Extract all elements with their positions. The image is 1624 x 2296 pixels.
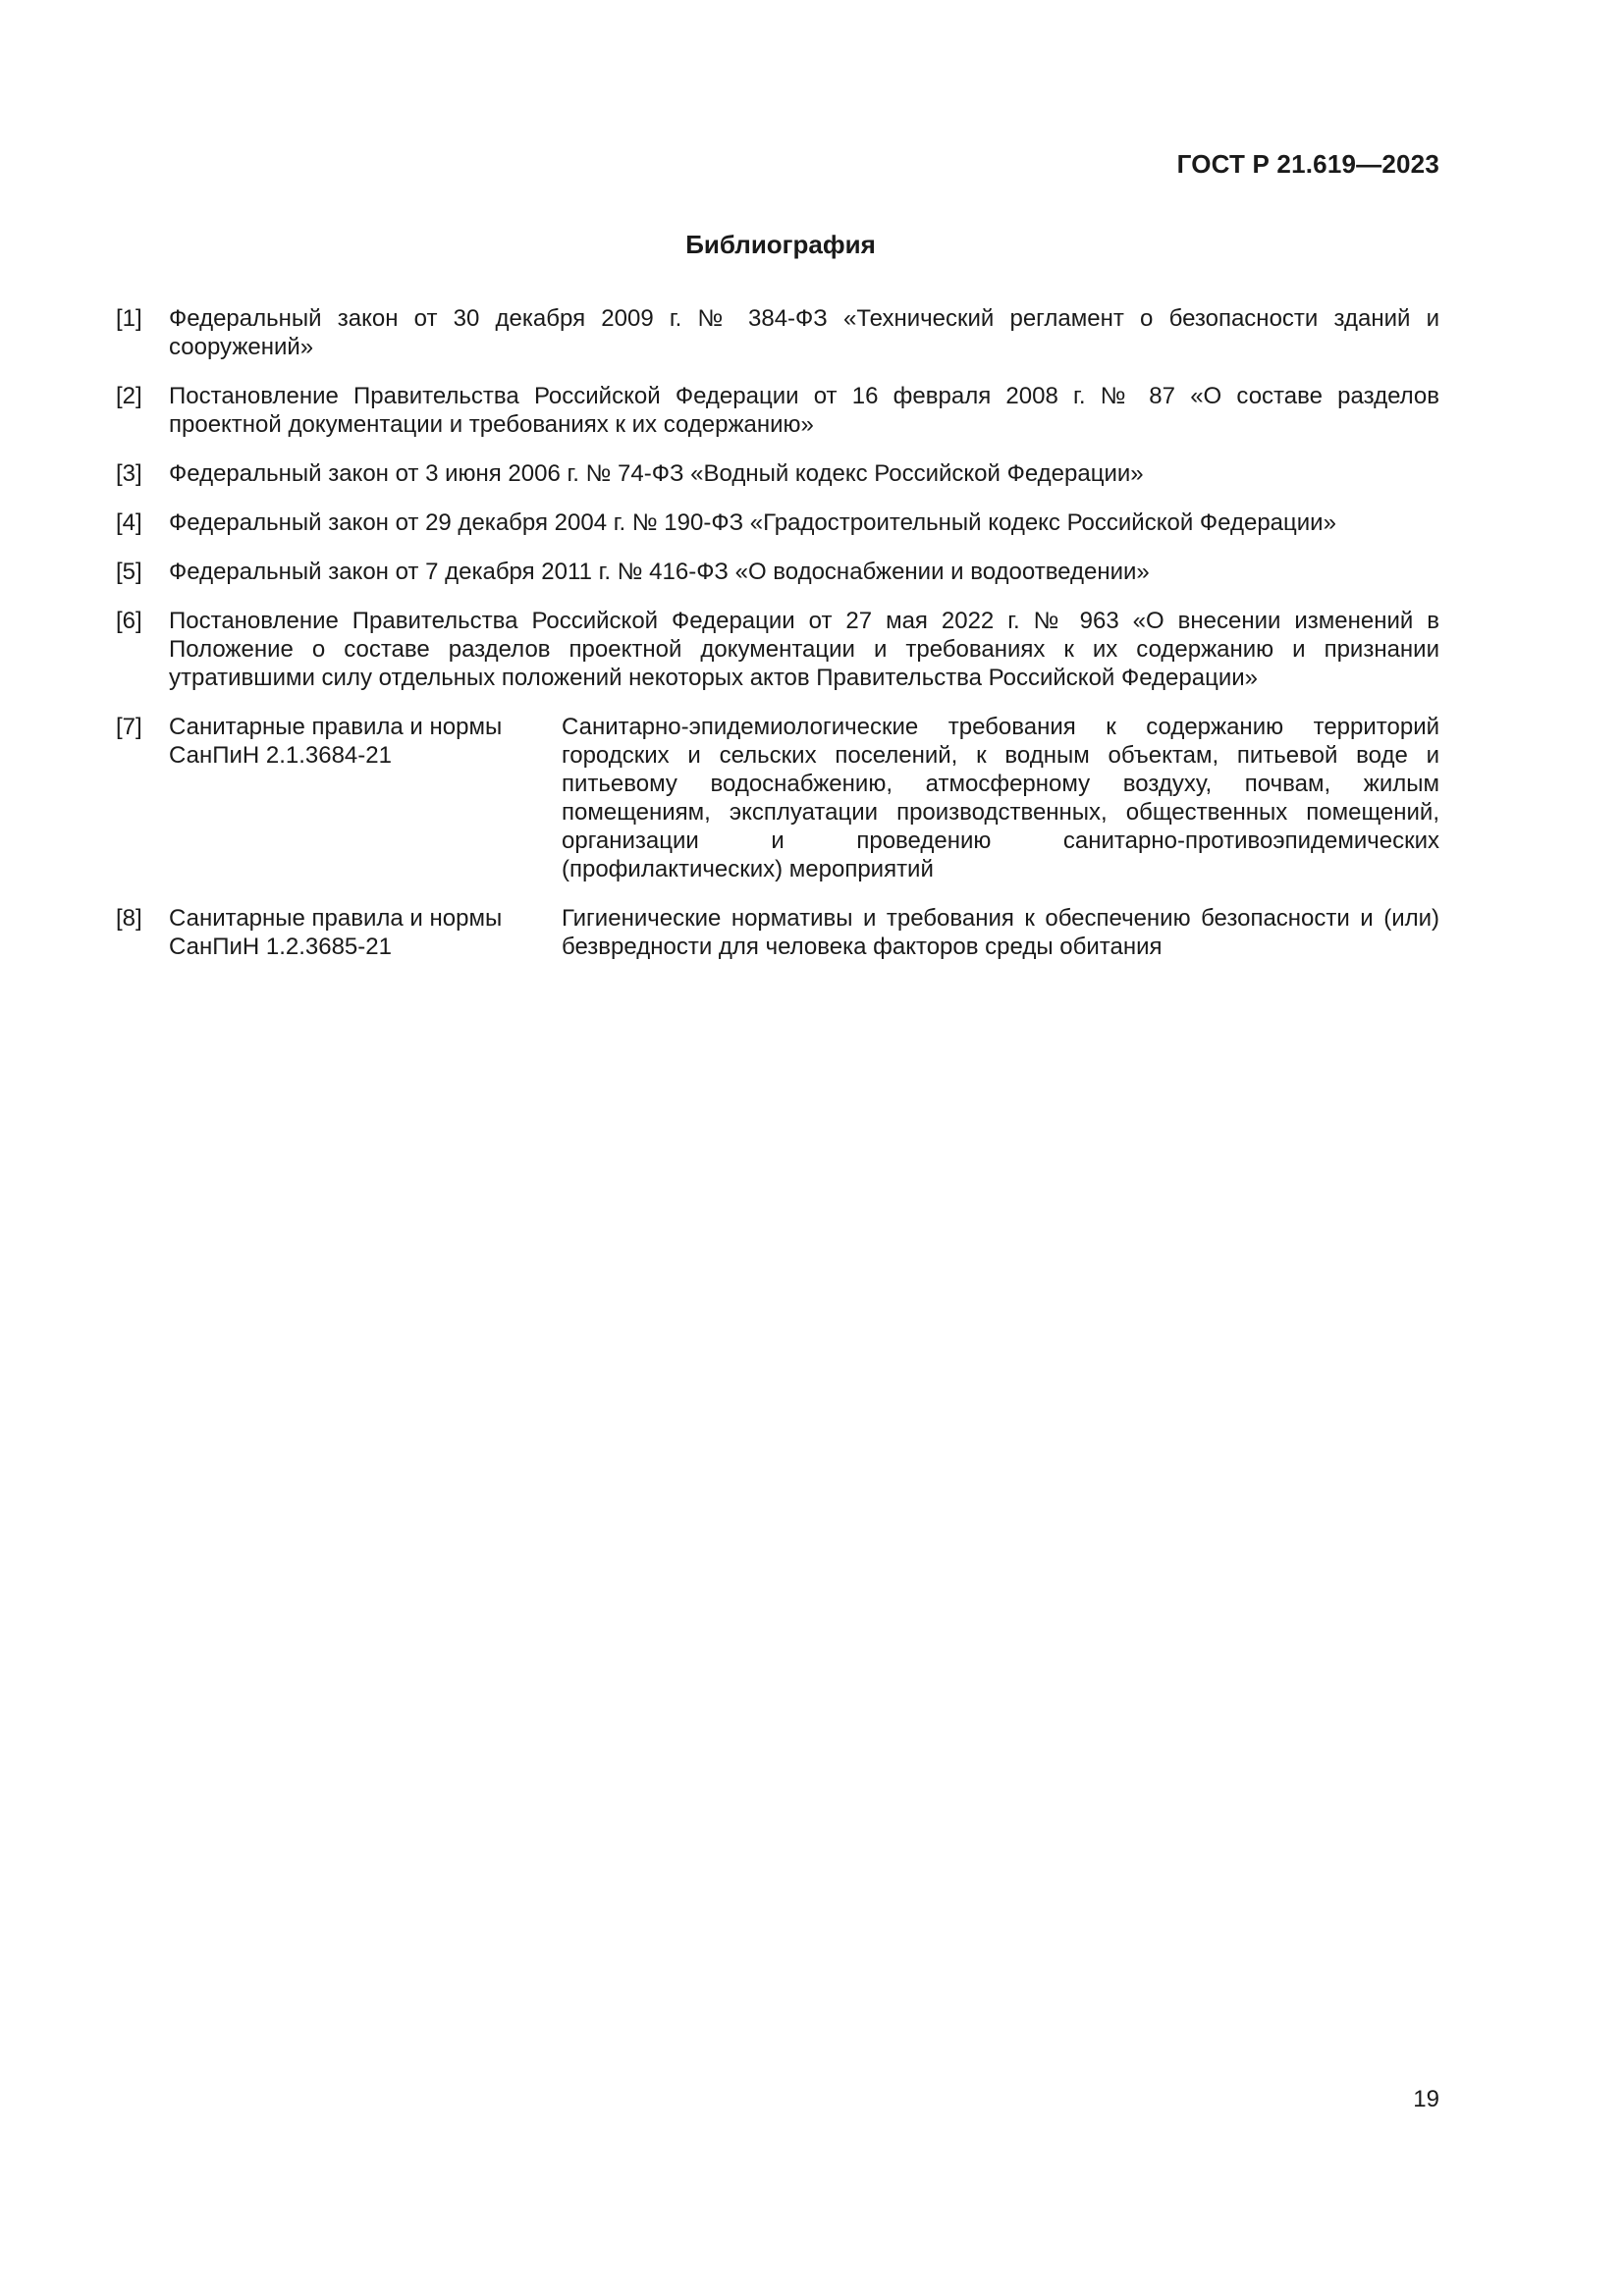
page-number: 19	[1413, 2086, 1439, 2112]
bibliography-entry-2	[116, 382, 1439, 439]
entry-short-designation	[169, 904, 562, 961]
bibliography-entry-5	[116, 558, 1439, 586]
entry-number: [7]	[116, 714, 142, 740]
entry-text: Федеральный закон от 3 июня 2006 г. № 74-ФЗ «Водный кодекс Российской Федерации»	[169, 460, 1144, 487]
entry-number: [8]	[116, 905, 142, 932]
entry-text: Федеральный закон от 29 декабря 2004 г. № 190-ФЗ «Градостроительный кодекс Российской Федерации»	[169, 509, 1336, 536]
entry-doc-type: Санитарные правила и нормы	[169, 714, 503, 740]
entry-doc-type: Санитарные правила и нормы	[169, 905, 503, 932]
entry-number: [6]	[116, 608, 142, 634]
bibliography-entry-1	[116, 304, 1439, 361]
entry-title: Санитарно-эпидемиологические требования к содержанию территорий городских и сельских поселений, к водным объектам, питьевой воде и питьевому водоснабжению, атмосферному воздуху, почвам, жилым помещениям, эксплуатации производственных, общественных помещений, организации и проведению санитарно-противоэпидемических (профилактических) мероприятий	[562, 714, 1439, 882]
entry-title: Гигиенические нормативы и требования к обеспечению безопасности и (или) безвредности для человека факторов среды обитания	[562, 905, 1439, 960]
entry-text: Федеральный закон от 7 декабря 2011 г. № 416-ФЗ «О водоснабжении и водоотведении»	[169, 559, 1150, 585]
entry-number: [4]	[116, 509, 142, 536]
entry-text: Федеральный закон от 30 декабря 2009 г. № 384-ФЗ «Технический регламент о безопасности зданий и сооружений»	[169, 305, 1439, 360]
entry-number: [5]	[116, 559, 142, 585]
document-code: ГОСТ Р 21.619—2023	[1176, 149, 1439, 179]
bibliography-entry-3	[116, 459, 1439, 488]
entry-doc-code: СанПиН 1.2.3685-21	[169, 934, 392, 960]
entry-number: [3]	[116, 460, 142, 487]
entry-text: Постановление Правительства Российской Федерации от 16 февраля 2008 г. № 87 «О составе разделов проектной документации и требованиях к их содержанию»	[169, 383, 1439, 438]
entry-short-designation	[169, 713, 562, 883]
section-title: Библиография	[685, 230, 876, 259]
entry-text: Постановление Правительства Российской Федерации от 27 мая 2022 г. № 963 «О внесении изменений в Положение о составе разделов проектной документации и требованиях к их содержанию и признании утратившими силу отдельных положений некоторых актов Правительства Российской Федерации»	[169, 608, 1439, 691]
bibliography-entry-8	[116, 904, 1439, 961]
bibliography-entry-6	[116, 607, 1439, 692]
bibliography-entry-7	[116, 713, 1439, 883]
entry-doc-code: СанПиН 2.1.3684-21	[169, 742, 392, 769]
entry-number: [2]	[116, 383, 142, 409]
entry-number: [1]	[116, 305, 142, 332]
bibliography-entry-4	[116, 508, 1439, 537]
bibliography-list	[116, 304, 1439, 982]
